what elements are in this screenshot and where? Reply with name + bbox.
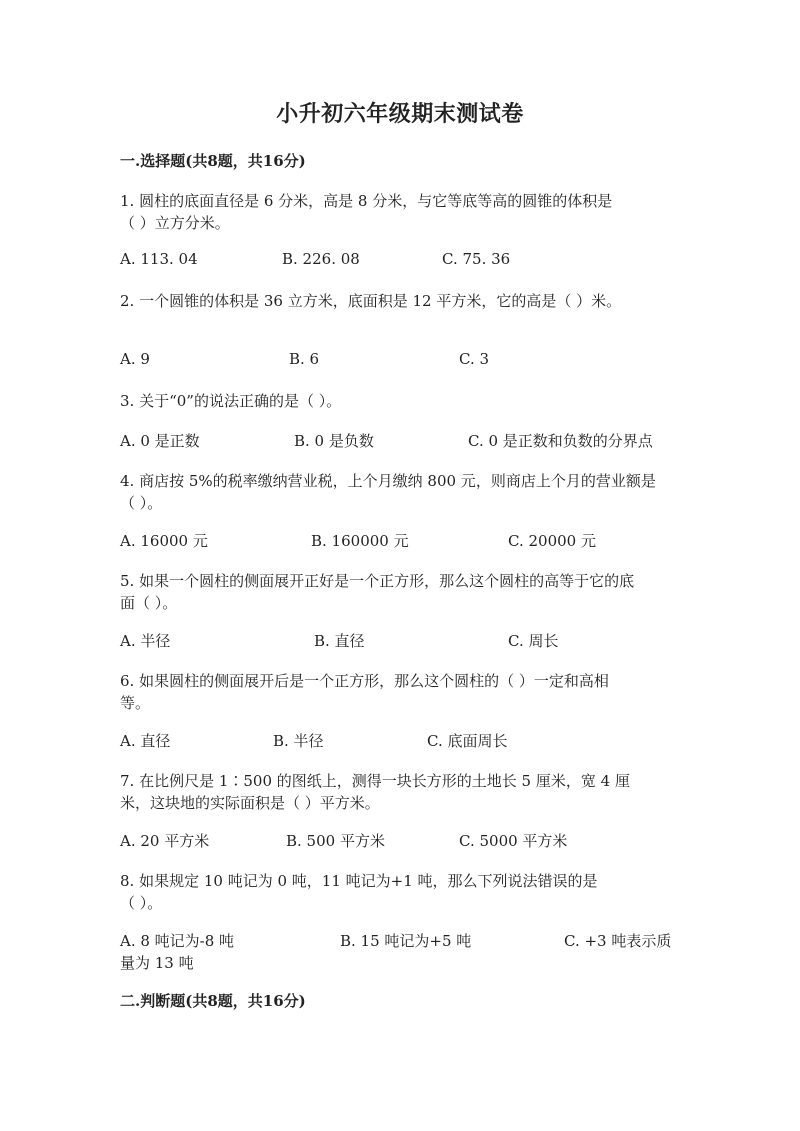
question-7-line-1: 7. 在比例尺是 1∶500 的图纸上，测得一块长方形的土地长 5 厘米，宽 4 厘 — [120, 772, 630, 790]
question-7-line-2: 米，这块地的实际面积是（ ）平方米。 — [120, 794, 380, 812]
question-4-option-b: B. 160000 元 — [311, 532, 409, 550]
question-5-line-1: 5. 如果一个圆柱的侧面展开正好是一个正方形，那么这个圆柱的高等于它的底 — [120, 572, 635, 590]
question-7-option-a: A. 20 平方米 — [120, 832, 210, 850]
question-4-line-1: 4. 商店按 5%的税率缴纳营业税，上个月缴纳 800 元，则商店上个月的营业额是 — [120, 472, 656, 490]
question-2-option-a: A. 9 — [120, 350, 150, 368]
question-4-option-c: C. 20000 元 — [508, 532, 596, 550]
question-5-option-c: C. 周长 — [508, 632, 559, 650]
question-8-option-b: B. 15 吨记为+5 吨 — [340, 932, 472, 950]
question-4-line-2: （ ）。 — [120, 494, 163, 512]
question-6-line-2: 等。 — [120, 694, 151, 712]
question-1-option-c: C. 75. 36 — [442, 250, 511, 268]
question-8-line-1: 8. 如果规定 10 吨记为 0 吨，11 吨记为+1 吨，那么下列说法错误的是 — [120, 872, 598, 890]
question-6-line-1: 6. 如果圆柱的侧面展开后是一个正方形，那么这个圆柱的（ ）一定和高相 — [120, 672, 609, 690]
question-3-option-b: B. 0 是负数 — [294, 432, 374, 450]
question-3-line-1: 3. 关于“0”的说法正确的是（ ）。 — [120, 392, 342, 410]
question-5-line-2: 面（ ）。 — [120, 594, 178, 612]
question-3-option-c: C. 0 是正数和负数的分界点 — [468, 432, 653, 450]
question-8-option-c-continuation: 量为 13 吨 — [120, 954, 194, 972]
question-6-option-a: A. 直径 — [120, 732, 171, 750]
question-1-option-b: B. 226. 08 — [282, 250, 360, 268]
question-5-option-b: B. 直径 — [314, 632, 365, 650]
question-1-line-2: （ ）立方分米。 — [120, 214, 230, 232]
question-6-option-c: C. 底面周长 — [427, 732, 508, 750]
question-6-option-b: B. 半径 — [273, 732, 324, 750]
question-4-option-a: A. 16000 元 — [120, 532, 208, 550]
question-1-line-1: 1. 圆柱的底面直径是 6 分米，高是 8 分米，与它等底等高的圆锥的体积是 — [120, 192, 613, 210]
page-title: 小升初六年级期末测试卷 — [276, 101, 524, 127]
question-1-option-a: A. 113. 04 — [120, 250, 198, 268]
question-8-line-2: （ ）。 — [120, 894, 163, 912]
question-7-option-c: C. 5000 平方米 — [459, 832, 568, 850]
question-8-option-c: C. +3 吨表示质 — [564, 932, 672, 950]
question-2-line-1: 2. 一个圆锥的体积是 36 立方米，底面积是 12 平方米，它的高是（ ）米。 — [120, 292, 622, 310]
section-heading-judgement: 二.判断题(共8题，共16分) — [120, 992, 306, 1010]
question-5-option-a: A. 半径 — [120, 632, 171, 650]
section-heading-choice: 一.选择题(共8题，共16分) — [120, 152, 306, 170]
question-2-option-b: B. 6 — [289, 350, 320, 368]
question-2-option-c: C. 3 — [459, 350, 490, 368]
question-8-option-a: A. 8 吨记为-8 吨 — [120, 932, 235, 950]
question-7-option-b: B. 500 平方米 — [286, 832, 385, 850]
question-3-option-a: A. 0 是正数 — [120, 432, 200, 450]
